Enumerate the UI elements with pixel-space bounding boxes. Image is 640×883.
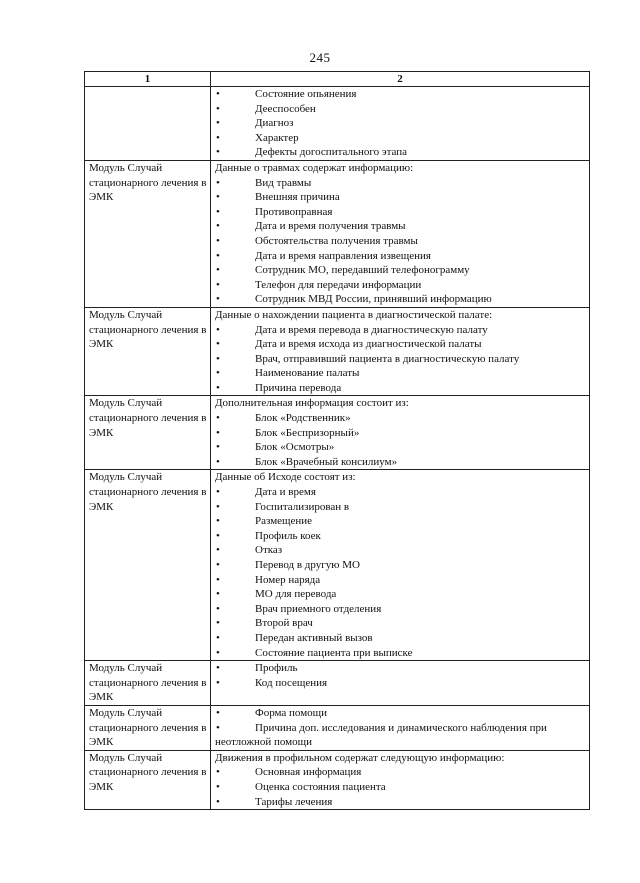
list-item xyxy=(215,616,586,631)
bullet-icon: • xyxy=(216,559,220,571)
list-item xyxy=(215,500,586,515)
list-item-text: Обстоятельства получения травмы xyxy=(255,234,418,247)
list-item-text: Основная информация xyxy=(255,766,362,779)
bullet-icon: • xyxy=(216,220,220,233)
list-item-text: Диагноз xyxy=(255,117,294,130)
table-row xyxy=(85,160,590,307)
list-item-text: Форма помощи xyxy=(255,706,328,719)
list-item-text: Вид травмы xyxy=(255,176,312,189)
bullet-icon: • xyxy=(216,766,220,779)
list-item-text: Блок «Врачебный консилиум» xyxy=(255,455,398,468)
section-intro: Дополнительная информация состоит из: xyxy=(215,397,409,410)
list-item xyxy=(215,426,586,441)
list-item xyxy=(215,352,586,367)
module-name-cell: Модуль Случай стационарного лечения в ЭМК xyxy=(85,396,211,470)
list-item xyxy=(215,234,586,249)
bullet-icon: • xyxy=(216,412,220,425)
bullet-icon: • xyxy=(216,573,220,586)
description-cell xyxy=(211,160,590,307)
list-item xyxy=(215,337,586,352)
bullet-icon: • xyxy=(216,721,220,734)
column-2-header: 2 xyxy=(211,72,590,87)
bullet-icon: • xyxy=(216,706,220,719)
bullet-icon: • xyxy=(216,117,220,130)
list-item-continuation: неотложной помощи xyxy=(215,736,312,749)
list-item-text: Телефон для передачи информации xyxy=(255,278,422,291)
bullet-icon: • xyxy=(216,617,220,630)
list-item-text: Дата и время направления извещения xyxy=(255,249,431,262)
list-item-text: Госпитализирован в xyxy=(255,500,350,513)
list-item xyxy=(215,706,586,721)
list-item xyxy=(215,631,586,646)
bullet-icon: • xyxy=(216,500,220,513)
description-cell xyxy=(211,396,590,470)
bullet-list xyxy=(215,87,586,160)
table-row xyxy=(85,661,590,706)
table-body xyxy=(85,87,590,810)
list-item xyxy=(215,661,586,676)
description-cell xyxy=(211,750,590,809)
list-item-text: Дата и время xyxy=(255,486,316,499)
section-intro: Данные о травмах содержат информацию: xyxy=(215,161,414,174)
bullet-list xyxy=(215,661,586,690)
bullet-list xyxy=(215,323,586,396)
list-item-text: Тарифы лечения xyxy=(255,795,333,808)
list-item xyxy=(215,573,586,588)
list-item xyxy=(215,543,586,558)
list-item-text: Блок «Родственник» xyxy=(255,412,351,425)
bullet-icon: • xyxy=(216,515,220,528)
bullet-icon: • xyxy=(216,249,220,262)
list-item-text: Код посещения xyxy=(255,676,328,689)
bullet-icon: • xyxy=(216,367,220,380)
bullet-icon: • xyxy=(216,293,220,306)
module-name-cell: Модуль Случай стационарного лечения в ЭМК xyxy=(85,750,211,809)
list-item xyxy=(215,176,586,191)
column-1-header: 1 xyxy=(85,72,211,87)
bullet-icon: • xyxy=(216,338,220,351)
module-name-cell xyxy=(85,87,211,161)
table-row xyxy=(85,87,590,161)
bullet-icon: • xyxy=(216,529,220,542)
bullet-icon: • xyxy=(216,631,220,644)
list-item xyxy=(215,278,586,293)
section-intro: Данные о нахождении пациента в диагностической палате: xyxy=(215,308,493,321)
bullet-icon: • xyxy=(216,191,220,204)
list-item xyxy=(215,87,586,102)
bullet-icon: • xyxy=(216,780,220,793)
bullet-icon: • xyxy=(216,662,220,675)
bullet-icon: • xyxy=(216,146,220,159)
list-item xyxy=(215,102,586,117)
table-row xyxy=(85,470,590,661)
bullet-list xyxy=(215,176,586,307)
list-item xyxy=(215,485,586,500)
list-item xyxy=(215,292,586,307)
list-item-text: Блок «Осмотры» xyxy=(255,441,335,454)
list-item-text: Дефекты догоспитального этапа xyxy=(255,146,408,159)
list-item xyxy=(215,381,586,396)
description-cell xyxy=(211,470,590,661)
table-header-row xyxy=(85,72,590,87)
list-item-text: Оценка состояния пациента xyxy=(255,780,386,793)
bullet-icon: • xyxy=(216,176,220,189)
list-item xyxy=(215,205,586,220)
section-intro: Данные об Исходе состоят из: xyxy=(215,471,356,484)
module-name-cell: Модуль Случай стационарного лечения в ЭМК xyxy=(85,705,211,750)
bullet-icon: • xyxy=(216,455,220,468)
list-item-text: Врач, отправивший пациента в диагностическую палату xyxy=(255,352,520,365)
list-item xyxy=(215,676,586,691)
table-row xyxy=(85,705,590,750)
list-item xyxy=(215,116,586,131)
list-item xyxy=(215,131,586,146)
bullet-list xyxy=(215,411,586,469)
bullet-icon: • xyxy=(216,602,220,615)
list-item-text: Номер наряда xyxy=(255,573,321,586)
description-cell xyxy=(211,307,590,396)
list-item xyxy=(215,455,586,470)
list-item xyxy=(215,219,586,234)
list-item-text: Передан активный вызов xyxy=(255,631,373,644)
bullet-icon: • xyxy=(216,646,220,659)
bullet-icon: • xyxy=(216,264,220,277)
section-intro: Движения в профильном содержат следующую информацию: xyxy=(215,751,505,764)
list-item xyxy=(215,558,586,573)
list-item-text: Перевод в другую МО xyxy=(255,559,360,571)
list-item-text: Профиль xyxy=(255,662,298,675)
bullet-icon: • xyxy=(216,278,220,291)
list-item-text: Врач приемного отделения xyxy=(255,602,382,615)
bullet-icon: • xyxy=(216,205,220,218)
description-cell xyxy=(211,705,590,750)
bullet-icon: • xyxy=(216,102,220,115)
list-item xyxy=(215,646,586,661)
list-item-text: Состояние пациента при выписке xyxy=(255,646,413,659)
bullet-icon: • xyxy=(216,88,220,100)
table-row xyxy=(85,396,590,470)
list-item xyxy=(215,795,586,810)
list-item xyxy=(215,780,586,795)
list-item-text: Сотрудник МО, передавший телефонограмму xyxy=(255,264,470,277)
bullet-icon: • xyxy=(216,381,220,394)
bullet-icon: • xyxy=(216,131,220,144)
list-item-text: Отказ xyxy=(255,544,283,557)
bullet-icon: • xyxy=(216,486,220,499)
list-item-text: Состояние опьянения xyxy=(255,88,357,100)
bullet-icon: • xyxy=(216,441,220,454)
module-name-cell: Модуль Случай стационарного лечения в ЭМК xyxy=(85,160,211,307)
list-item-text: Причина перевода xyxy=(255,381,342,394)
table-row xyxy=(85,307,590,396)
list-item-text: Дееспособен xyxy=(255,102,316,115)
bullet-icon: • xyxy=(216,234,220,247)
list-item-text: Противоправная xyxy=(255,205,333,218)
list-item-text: Дата и время получения травмы xyxy=(255,220,406,233)
list-item-text: Размещение xyxy=(255,515,313,528)
list-item xyxy=(215,440,586,455)
bullet-icon: • xyxy=(216,795,220,808)
list-item xyxy=(215,145,586,160)
list-item-text: Причина доп. исследования и динамического наблюдения при xyxy=(255,721,547,734)
bullet-icon: • xyxy=(216,588,220,601)
list-item xyxy=(215,249,586,264)
list-item xyxy=(215,721,586,736)
table-row xyxy=(85,750,590,809)
list-item xyxy=(215,323,586,338)
bullet-icon: • xyxy=(216,352,220,365)
module-name-cell: Модуль Случай стационарного лечения в ЭМК xyxy=(85,661,211,706)
list-item-text: Сотрудник МВД России, принявший информацию xyxy=(255,293,492,306)
bullet-list xyxy=(215,765,586,809)
page-number: 245 xyxy=(309,50,331,65)
module-name-cell: Модуль Случай стационарного лечения в ЭМК xyxy=(85,307,211,396)
description-cell xyxy=(211,87,590,161)
list-item-text: Наименование палаты xyxy=(255,367,360,380)
list-item-text: МО для перевода xyxy=(255,588,337,601)
description-cell xyxy=(211,661,590,706)
bullet-list xyxy=(215,706,586,735)
list-item-text: Второй врач xyxy=(255,617,313,630)
list-item xyxy=(215,190,586,205)
list-item xyxy=(215,765,586,780)
list-item xyxy=(215,366,586,381)
requirements-table xyxy=(84,71,590,810)
bullet-icon: • xyxy=(216,323,220,336)
list-item xyxy=(215,602,586,617)
list-item-text: Дата и время перевода в диагностическую палату xyxy=(255,323,488,336)
list-item xyxy=(215,263,586,278)
list-item-text: Блок «Беспризорный» xyxy=(255,426,360,439)
bullet-list xyxy=(215,485,586,660)
list-item xyxy=(215,514,586,529)
list-item-text: Дата и время исхода из диагностической палаты xyxy=(255,338,482,351)
list-item-text: Профиль коек xyxy=(255,529,321,542)
bullet-icon: • xyxy=(216,544,220,557)
module-name-cell: Модуль Случай стационарного лечения в ЭМК xyxy=(85,470,211,661)
bullet-icon: • xyxy=(216,676,220,689)
list-item xyxy=(215,587,586,602)
list-item xyxy=(215,411,586,426)
bullet-icon: • xyxy=(216,426,220,439)
list-item-text: Внешняя причина xyxy=(255,191,340,204)
list-item xyxy=(215,529,586,544)
list-item-text: Характер xyxy=(255,131,299,144)
